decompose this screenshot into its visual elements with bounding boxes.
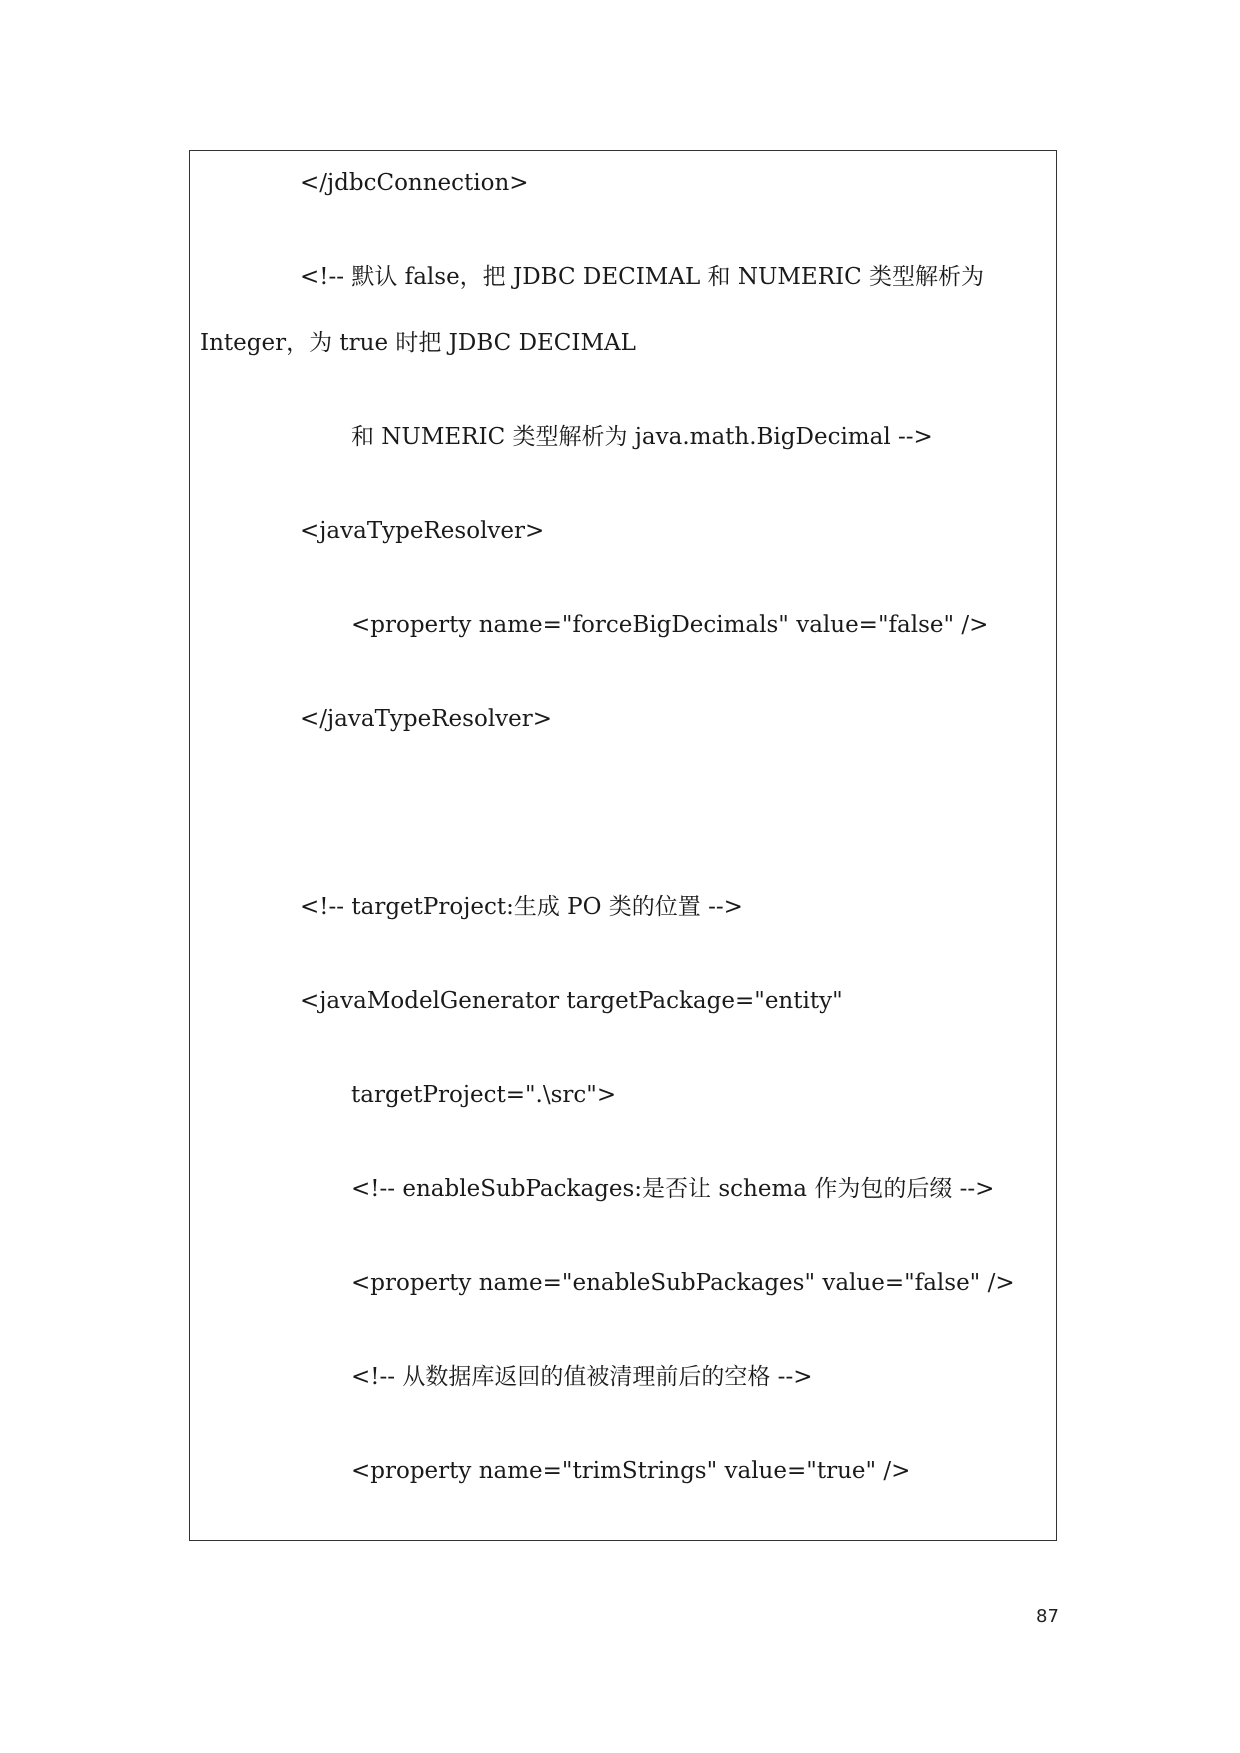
code-line: </jdbcConnection> [300,170,529,196]
page-number: 87 [1036,1606,1059,1627]
code-line: 和 NUMERIC 类型解析为 java.math.BigDecimal --> [351,424,933,450]
code-line: <!-- 默认 false，把 JDBC DECIMAL 和 NUMERIC 类型解析为 [300,264,985,290]
code-line: targetProject=".\src"> [351,1082,617,1108]
code-line: Integer，为 true 时把 JDBC DECIMAL [200,330,636,356]
code-line: <!-- enableSubPackages:是否让 schema 作为包的后缀 --> [351,1176,995,1202]
code-line: <property name="forceBigDecimals" value="false" /> [351,612,989,638]
code-line: </javaTypeResolver> [300,706,553,732]
code-listing-box [189,150,1057,1541]
code-line: <javaTypeResolver> [300,518,545,544]
code-line: <property name="trimStrings" value="true" /> [351,1458,911,1484]
code-line: <javaModelGenerator targetPackage="entity" [300,988,843,1014]
code-line: <!-- targetProject:生成 PO 类的位置 --> [300,894,743,920]
code-line: <!-- 从数据库返回的值被清理前后的空格 --> [351,1364,813,1390]
code-line: <property name="enableSubPackages" value="false" /> [351,1270,1015,1296]
